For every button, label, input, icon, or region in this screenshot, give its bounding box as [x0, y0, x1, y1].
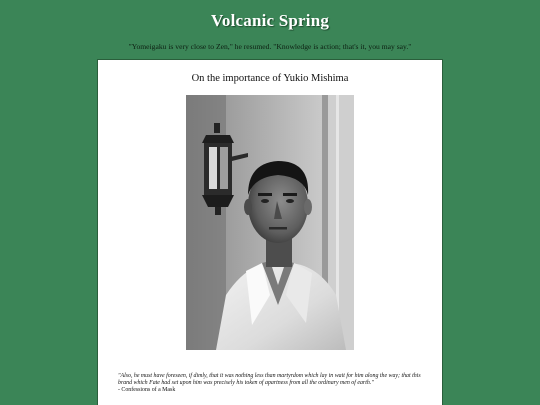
portrait-photo [186, 95, 354, 350]
post-panel [97, 59, 443, 405]
quote-block [118, 373, 424, 395]
quote-source: - Confessions of a Mask [118, 387, 176, 394]
site-tagline: "Yomeigaku is very close to Zen," he resumed. "Knowledge is action; that's it, you may say." [128, 42, 412, 51]
post-title: On the importance of Yukio Mishima [191, 73, 349, 84]
quote-text: "Also, he must have foreseen, if dimly, that it was nothing less than martyrdom which lay in wait for him along the way; that this brand which Fate had set upon him was precisely his token of apartness from all the ordinary men of earth." [118, 373, 421, 387]
site-title[interactable]: Volcanic Spring [210, 11, 330, 30]
